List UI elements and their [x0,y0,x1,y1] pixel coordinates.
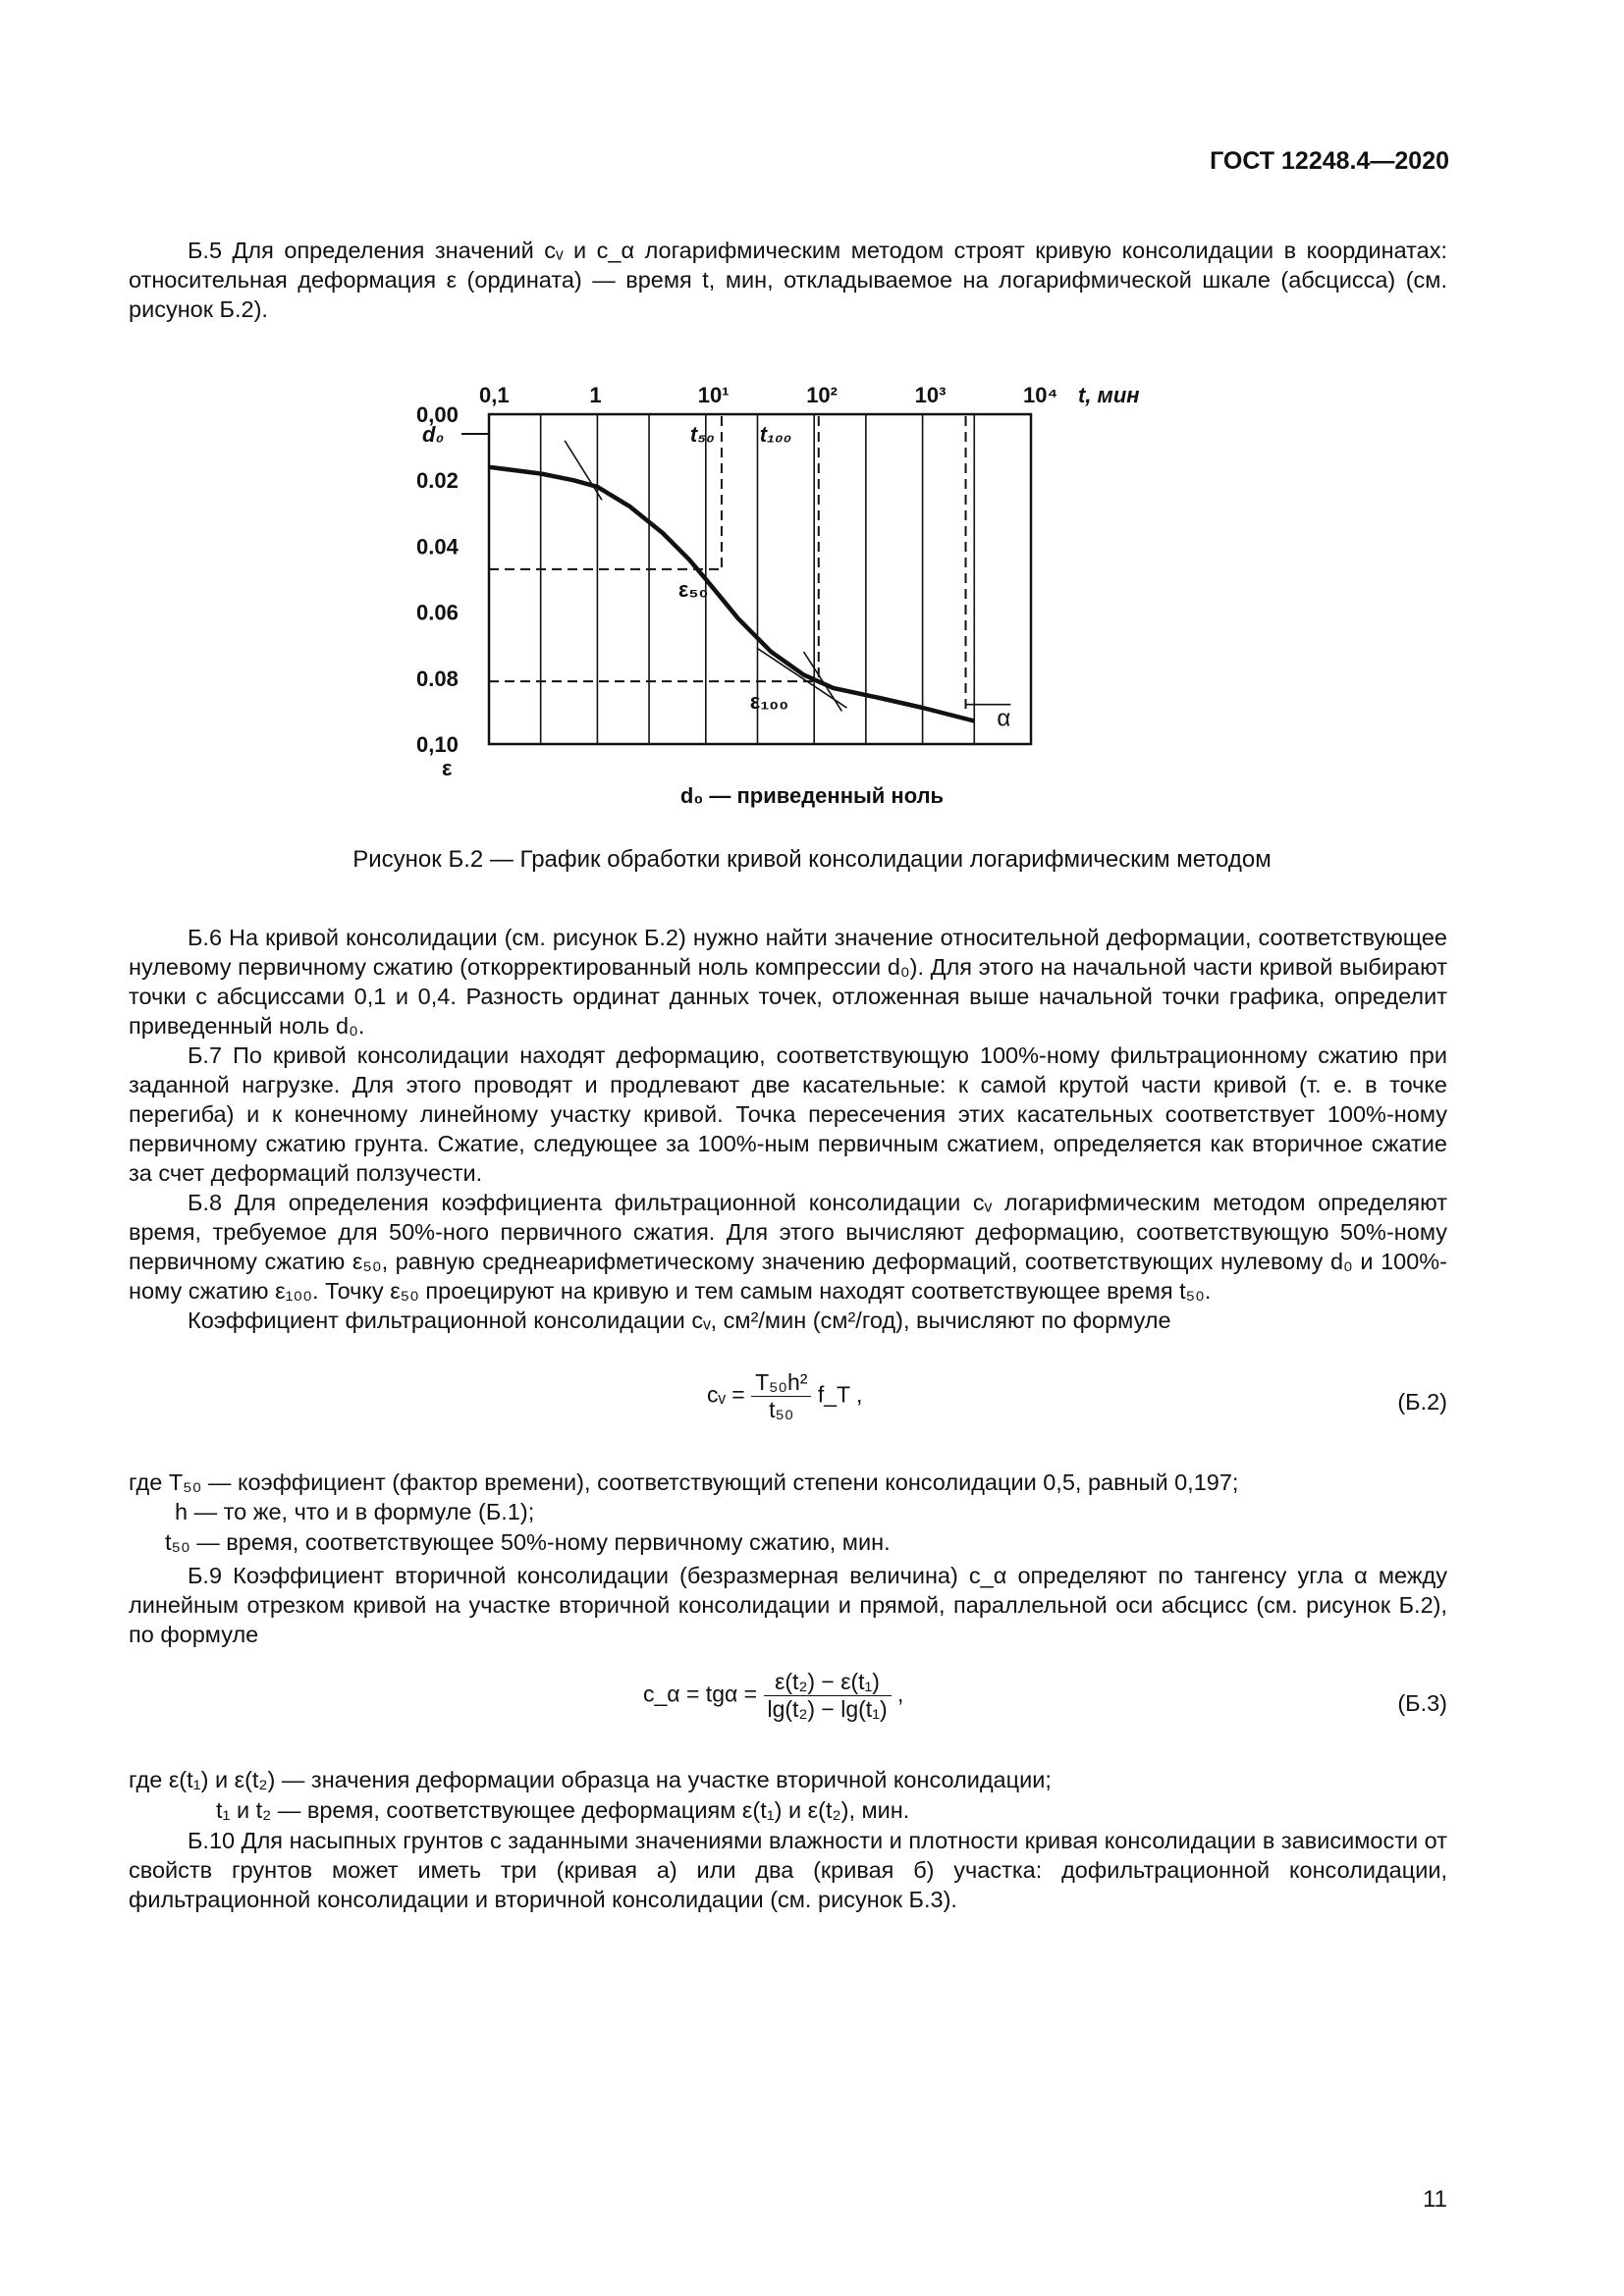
x-tick-label: 10³ [914,383,947,407]
formula-b3-denominator: lg(t₂) − lg(t₁) [767,1696,888,1722]
paragraph-b5: Б.5 Для определения значений cᵥ и c_α логарифмическим методом строят кривую консолидации в координатах: относительная деформация ε (ордината) — время t, мин, откладываемое на логарифмической шкале (абсцисса) (см. рисунок Б.2). [129,238,1447,322]
alpha-label: α [997,705,1011,732]
equation-number-b2: (Б.2) [1397,1389,1447,1415]
where-line-3: t₅₀ — время, соответствующее 50%-ному первичному сжатию, мин. [165,1529,891,1555]
formula-b3-fraction [764,1669,892,1723]
x-tick-labels [479,383,1140,407]
paragraph-b7: Б.7 По кривой консолидации находят деформацию, соответствующую 100%-ному фильтрационному сжатию при заданной нагрузке. Для этого проводят и продлевают две касательные: к самой крутой части кривой (т. е. в точке перегиба) и к конечному линейному участку кривой. Точка пересечения этих касательных соответствует 100%-ному первичному сжатию грунта. Сжатие, следующее за 100%-ным первичным сжатием, определяется как вторичное сжатие за счет деформаций ползучести. [129,1042,1447,1186]
formula-b3 [643,1669,903,1723]
page-number: 11 [1423,2186,1447,2213]
x-tick-label: 1 [589,383,602,407]
formula-b2-tail: f_T , [817,1381,863,1408]
t50-label: t₅₀ [689,422,715,447]
formula-b3-numerator: ε(t₂) − ε(t₁) [764,1669,892,1696]
where-line-2: h — то же, что и в формуле (Б.1); [175,1499,535,1524]
y-tick-label: 0,00 [416,402,459,427]
consolidation-curve [489,467,974,721]
x-tick-label: 0,1 [479,383,510,407]
x-tick-label: 10¹ [697,383,730,407]
formula-b3-tail: , [897,1681,904,1707]
formula-b2-fraction [751,1369,811,1423]
formula-b2-numerator: T₅₀h² [751,1369,811,1397]
y-tick-labels [416,402,460,780]
y-tick-label: 0,10 [416,732,459,757]
document-header: ГОСТ 12248.4—2020 [1210,147,1449,175]
y-axis-label: ε [442,756,453,780]
d0-label: d₀ [422,422,445,447]
eps100-label: ε₁₀₀ [749,689,789,715]
where-line-1: где T₅₀ — коэффициент (фактор времени), соответствующий степени консолидации 0,5, равный 0,197; [129,1469,1239,1495]
y-tick-label: 0.04 [416,534,459,560]
data-series [489,467,974,721]
y-tick-label: 0.08 [416,666,459,691]
figure-caption: Рисунок Б.2 — График обработки кривой консолидации логарифмическим методом [352,846,1272,873]
consolidation-chart [412,373,1159,785]
equation-number-b3: (Б.3) [1397,1690,1447,1716]
paragraph-b8: Б.8 Для определения коэффициента фильтрационной консолидации cᵥ логарифмическим методом определяют время, требуемое для 50%-ного первичного сжатия. Для этого вычисляют деформацию, соответствующую 50%-ному первичному сжатию ε₅₀, равную среднеарифметическому значению деформаций, соответствующих нулевому d₀ и 100%-ному сжатию ε₁₀₀. Точку ε₅₀ проецируют на кривую и тем самым находят соответствующее время t₅₀. [129,1190,1447,1304]
x-tick-label: 10⁴ [1023,383,1058,407]
y-tick-label: 0.02 [416,468,459,494]
formula-b2-lhs: cᵥ = [707,1381,745,1408]
x-axis-unit: t, мин [1078,383,1140,407]
x-tick-label: 10² [806,383,838,407]
paragraph-b9: Б.9 Коэффициент вторичной консолидации (безразмерная величина) c_α определяют по тангенсу угла α между линейным отрезком кривой на участке вторичной консолидации и прямой, параллельной оси абсцисс (см. рисунок Б.2), по формуле [129,1563,1447,1647]
tangent-initial [565,441,602,500]
paragraph-b8-formula-intro: Коэффициент фильтрационной консолидации cᵥ, см²/мин (см²/год), вычисляют по формуле [188,1308,1171,1333]
paragraph-b6: Б.6 На кривой консолидации (см. рисунок Б.2) нужно найти значение относительной деформации, соответствующее нулевому первичному сжатию (откорректированный ноль компрессии d₀). Для этого на начальной части кривой выбирают точки с абсциссами 0,1 и 0,4. Разность ординат данных точек, отложенная выше начальной точки графика, определит приведенный ноль d₀. [129,925,1447,1039]
where2-line-2: t₁ и t₂ — время, соответствующее деформациям ε(t₁) и ε(t₂), мин. [216,1797,910,1823]
t100-label: t₁₀₀ [759,422,792,447]
y-tick-label: 0.06 [416,600,459,625]
formula-b2 [707,1369,862,1423]
eps50-label: ε₅₀ [677,576,709,602]
where2-line-1: где ε(t₁) и ε(t₂) — значения деформации образца на участке вторичной консолидации; [129,1767,1052,1792]
formula-b3-lhs: c_α = tgα = [643,1681,758,1707]
construction-lines [489,416,1010,711]
figure-legend: d₀ — приведенный ноль [679,783,945,808]
formula-b2-denominator: t₅₀ [769,1397,794,1422]
paragraph-b10: Б.10 Для насыпных грунтов с заданными значениями влажности и плотности кривая консолидации в зависимости от свойств грунтов может иметь три (кривая а) или два (кривая б) участка: дофильтрационной консолидации, фильтрационной консолидации и вторичной консолидации (см. рисунок Б.3). [129,1828,1447,1912]
